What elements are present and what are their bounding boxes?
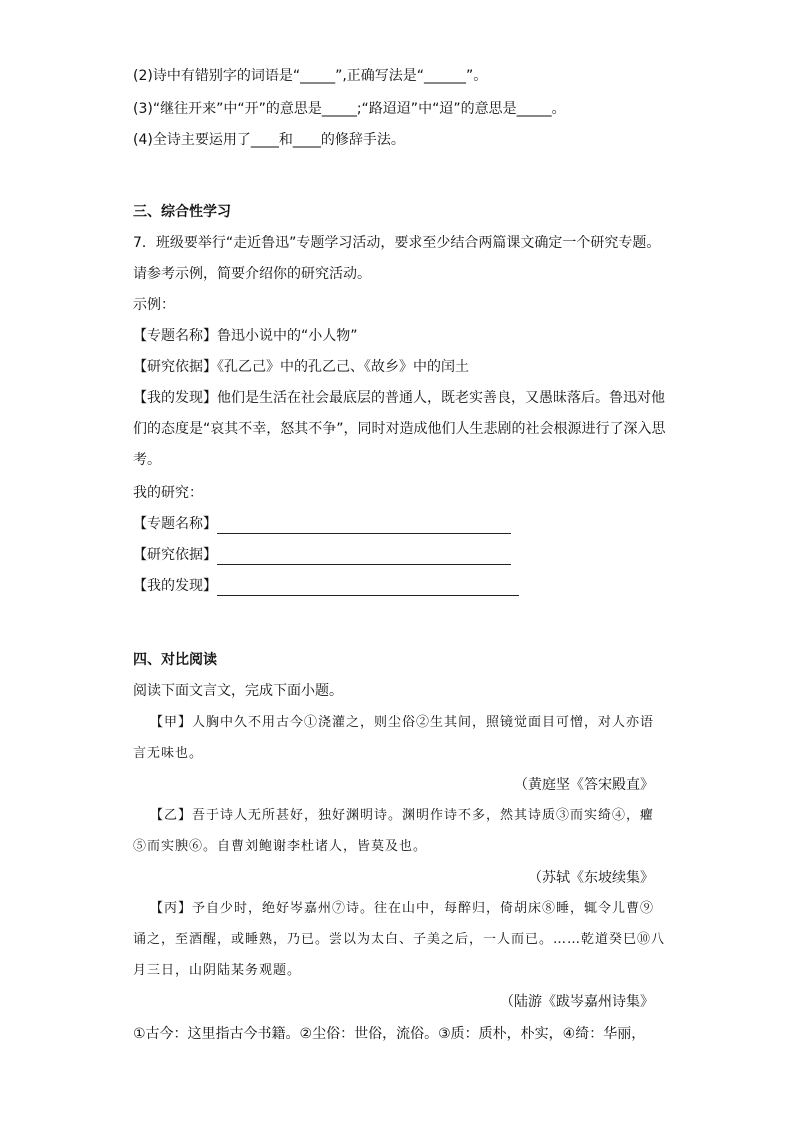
example-label: 示例： [133,297,175,313]
q6-item-2: (2)诗中有错别字的词语是“_____”,正确写法是“______”。 [133,68,488,84]
passage-yi-line-2: ⑤而实腴⑥。自曹刘鲍谢李杜诸人，皆莫及也。 [133,839,428,854]
my-finding-answer-line[interactable] [217,579,519,596]
passage-bing-source: （陆游《跋岑嘉州诗集》 [500,994,654,1010]
example-finding-3: 考。 [133,452,161,468]
example-finding-1: 【我的发现】他们是生活在社会最底层的普通人，既老实善良，又愚昧落后。鲁迅对他 [133,390,665,406]
my-topic-answer-line[interactable] [217,517,511,534]
passage-jia-line-1: 【甲】人胸中久不用古今①浇灌之，则尘俗②生其间，照镜觉面目可憎，对人亦语 [150,715,655,730]
example-basis: 【研究依据】《孔乙己》中的孔乙己、《故乡》中的闰土 [133,359,469,375]
annotation-notes: ①古今：这里指古今书籍。②尘俗：世俗，流俗。③质：质朴，朴实，④绮：华丽， [133,1026,646,1042]
my-basis-label: 【研究依据】 [133,547,217,563]
my-topic-label: 【专题名称】 [133,516,217,532]
passage-jia-source: （黄庭坚《答宋殿直》 [514,777,654,793]
passage-yi-source: （苏轼《东坡续集》 [528,870,654,886]
my-topic-row [133,514,511,534]
my-basis-row [133,545,511,565]
my-basis-answer-line[interactable] [217,548,511,565]
passage-bing-line-2: 诵之，至酒醒，或睡熟，乃已。尝以为太白、子美之后，一人而已。……乾道癸巳⑩八 [133,932,666,947]
section-4-heading: 四、对比阅读 [133,652,217,668]
q7-line-2: 请参考示例，简要介绍你的研究活动。 [133,266,371,282]
section-4-instruction: 阅读下面文言文，完成下面小题。 [133,683,343,699]
my-research-label: 我的研究： [133,485,203,501]
example-finding-2: 们的态度是“哀其不幸，怒其不争”，同时对造成他们人生悲剧的社会根源进行了深入思 [133,421,666,437]
q6-item-3: (3)“继往开来”中“开”的意思是_____;“路迢迢”中“迢”的意思是_____。 [133,101,566,117]
passage-yi-line-1: 【乙】吾于诗人无所甚好，独好渊明诗。渊明作诗不多，然其诗质③而实绮④，癯 [150,808,655,823]
q7-line-1: 7．班级要举行“走近鲁迅”专题学习活动，要求至少结合两篇课文确定一个研究专题。 [133,235,661,251]
q6-item-4: (4)全诗主要运用了____和____的修辞手法。 [133,132,405,148]
section-3-heading: 三、综合性学习 [133,204,231,220]
passage-bing-line-1: 【丙】予自少时，绝好岑嘉州⑦诗。往在山中，每醉归，倚胡床⑧睡，辄令儿曹⑨ [150,901,655,916]
my-finding-label: 【我的发现】 [133,578,217,594]
my-finding-row [133,576,519,596]
passage-bing-line-3: 月三日，山阴陆某务观题。 [133,963,302,978]
example-topic: 【专题名称】鲁迅小说中的“小人物” [133,328,358,344]
passage-jia-line-2: 言无味也。 [133,746,204,761]
